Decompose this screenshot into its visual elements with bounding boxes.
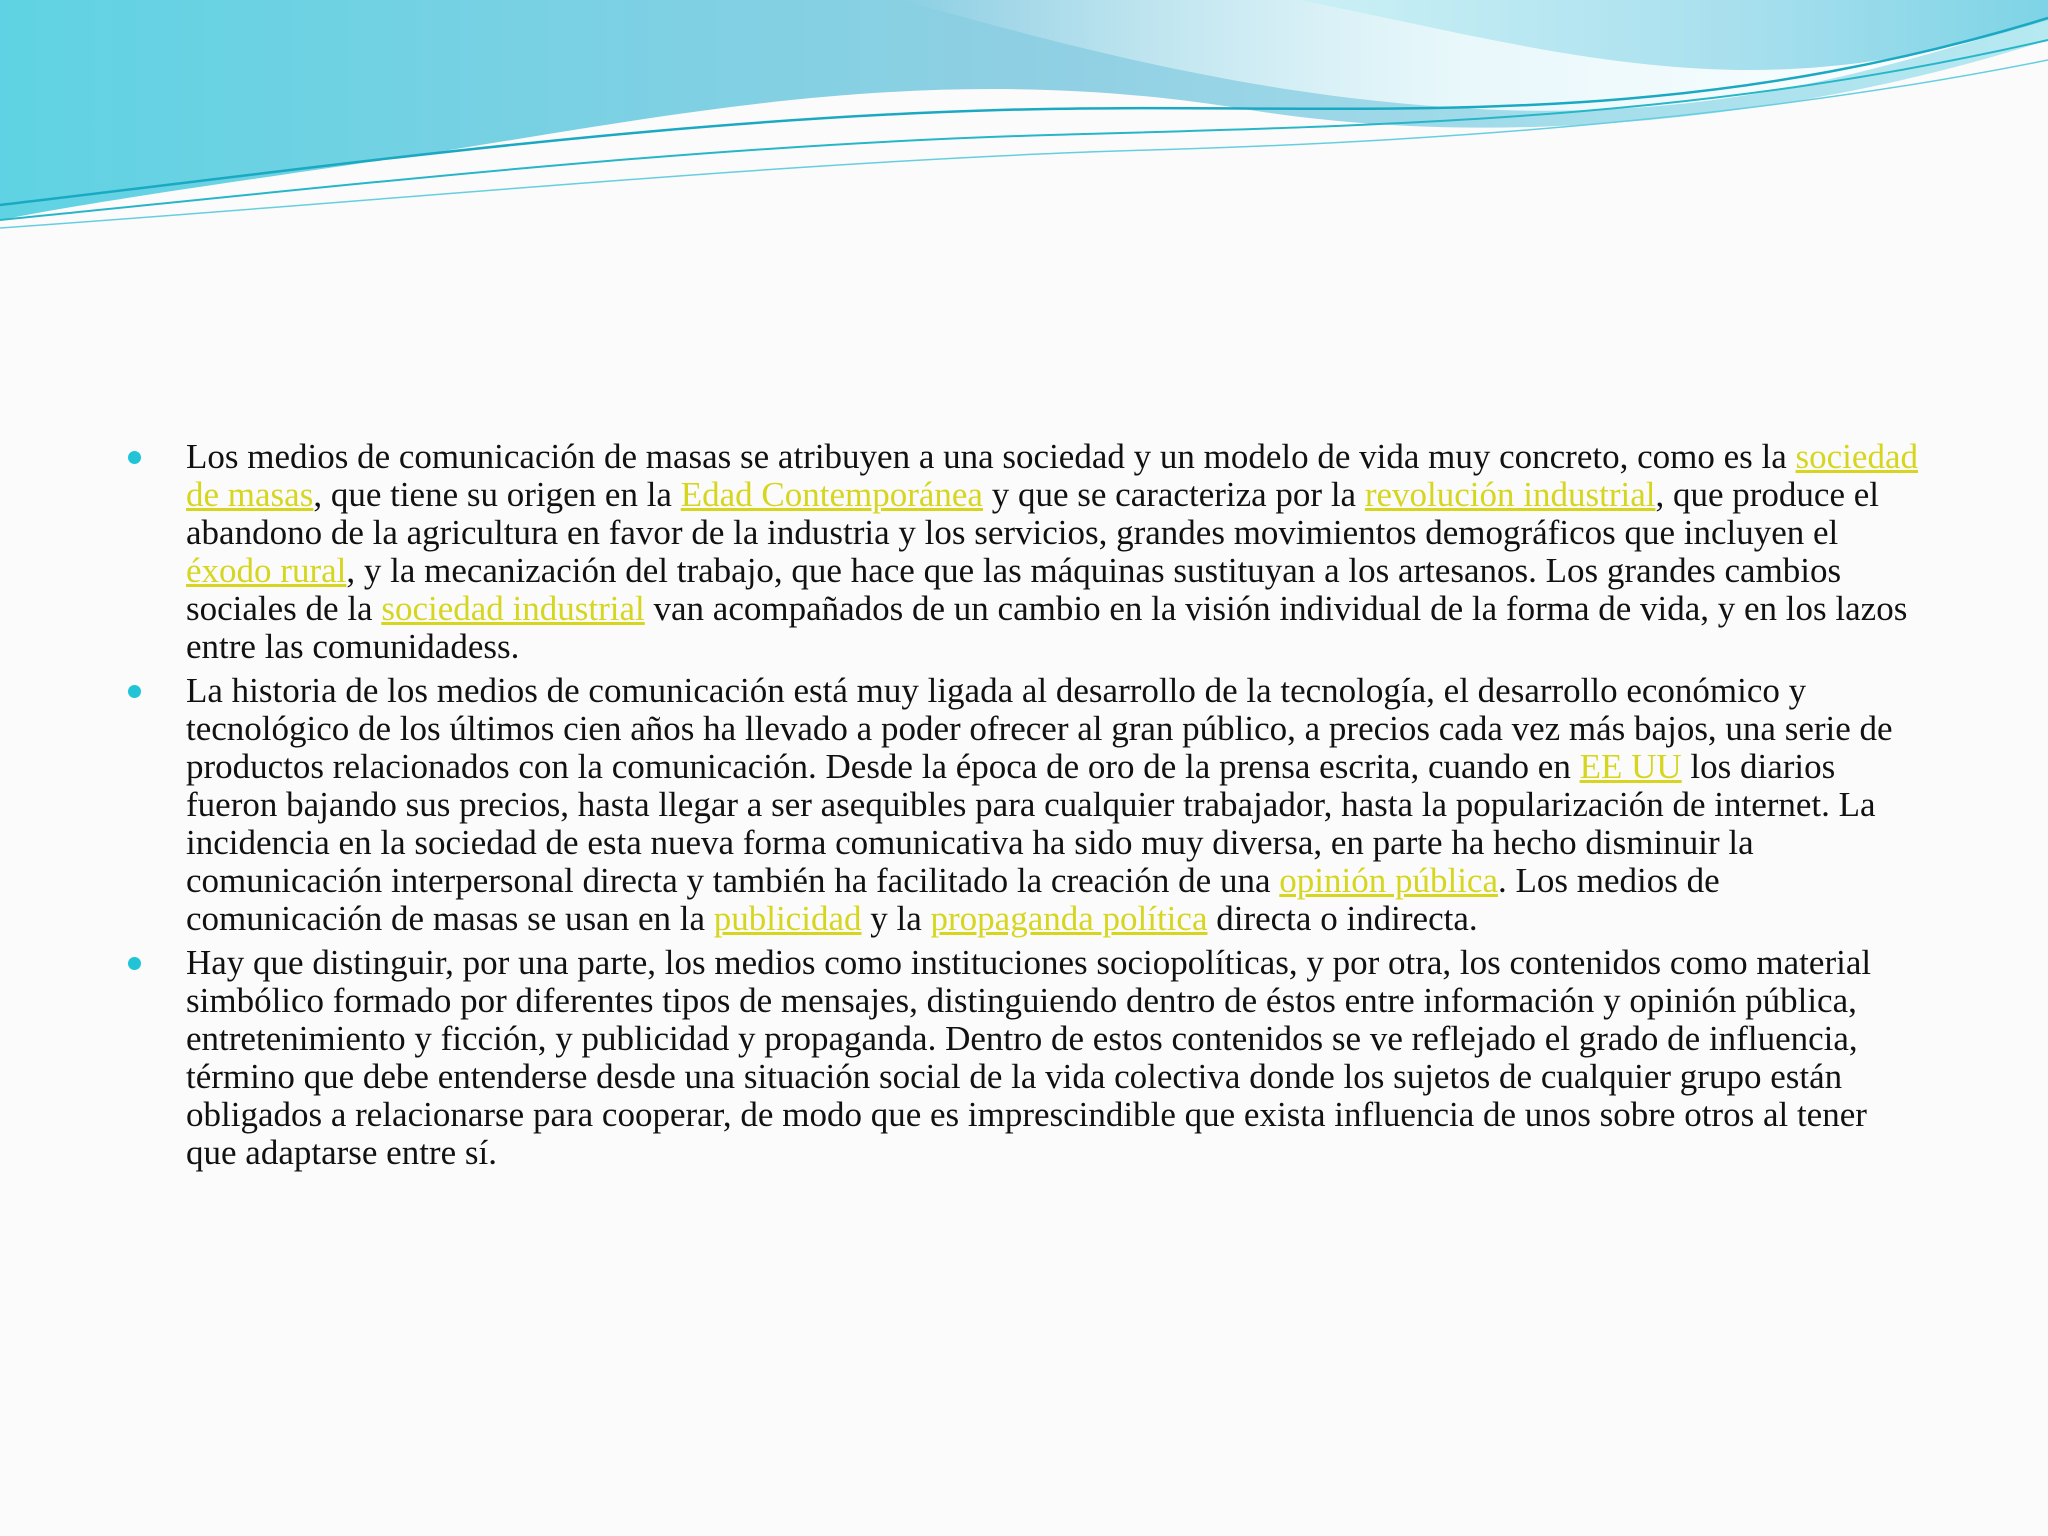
link-sociedad-industrial[interactable]: sociedad industrial — [381, 589, 645, 628]
link-propaganda-politica[interactable]: propaganda política — [930, 899, 1208, 938]
link-revolucion-industrial[interactable]: revolución industrial — [1364, 475, 1656, 514]
header-wave-decoration — [0, 0, 2048, 240]
content-bullet-list — [120, 438, 1920, 1178]
link-publicidad[interactable]: publicidad — [713, 899, 862, 938]
link-exodo-rural[interactable]: éxodo rural — [186, 551, 347, 590]
link-ee-uu[interactable]: EE UU — [1579, 747, 1682, 786]
bullet-item — [120, 944, 1920, 1172]
bullet-dot-icon — [128, 957, 141, 970]
bullet-item — [120, 672, 1920, 938]
bullet-item — [120, 438, 1920, 666]
link-opinion-publica[interactable]: opinión pública — [1279, 861, 1498, 900]
link-sociedad-de-masas[interactable]: sociedad de masas — [186, 437, 1918, 514]
bullet-text: Los medios de comunicación de masas se atribuyen a una sociedad y un modelo de vida muy concreto, como es la sociedad de masas, que tiene su origen en la Edad Contemporánea y que se caracteriza por la revolución industrial, que produce el abandono de la agricultura en favor de la industria y los servicios, grandes movimientos demográficos que incluyen el éxodo rural, y la mecanización del trabajo, que hace que las máquinas sustituyan a los artesanos. Los grandes cambios sociales de la sociedad industrial van acompañados de un cambio en la visión individual de la forma de vida, y en los lazos entre las comunidadess. — [186, 437, 1918, 666]
bullet-text: La historia de los medios de comunicación está muy ligada al desarrollo de la tecnología, el desarrollo económico y tecnológico de los últimos cien años ha llevado a poder ofrecer al gran público, a precios cada vez más bajos, una serie de productos relacionados con la comunicación. Desde la época de oro de la prensa escrita, cuando en EE UU los diarios fueron bajando sus precios, hasta llegar a ser asequibles para cualquier trabajador, hasta la popularización de internet. La incidencia en la sociedad de esta nueva forma comunicativa ha sido muy diversa, en parte ha hecho disminuir la comunicación interpersonal directa y también ha facilitado la creación de una opinión pública. Los medios de comunicación de masas se usan en la publicidad y la propaganda política directa o indirecta. — [186, 671, 1893, 938]
bullet-dot-icon — [128, 451, 141, 464]
bullet-text: Hay que distinguir, por una parte, los medios como instituciones sociopolíticas, y por otra, los contenidos como material simbólico formado por diferentes tipos de mensajes, distinguiendo dentro de éstos entre información y opinión pública, entretenimiento y ficción, y publicidad y propaganda. Dentro de estos contenidos se ve reflejado el grado de influencia, término que debe entenderse desde una situación social de la vida colectiva donde los sujetos de cualquier grupo están obligados a relacionarse para cooperar, de modo que es imprescindible que exista influencia de unos sobre otros al tener que adaptarse entre sí. — [186, 943, 1872, 1172]
link-edad-contemporanea[interactable]: Edad Contemporánea — [680, 475, 983, 514]
bullet-dot-icon — [128, 685, 141, 698]
